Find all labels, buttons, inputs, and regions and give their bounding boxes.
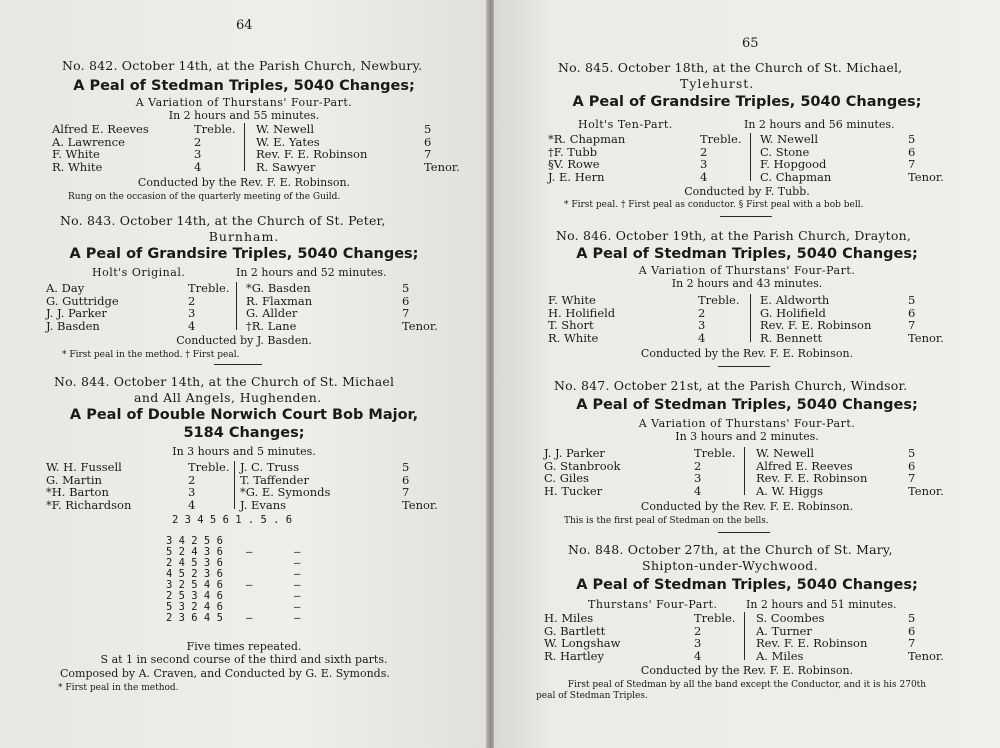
bell-number: 4: [194, 159, 202, 174]
page-number: 65: [742, 36, 759, 51]
ringer-name: R. White: [52, 159, 103, 174]
bell-number: 7: [908, 318, 916, 332]
ringer-name: W. Newell: [256, 122, 314, 136]
composition: Thurstans' Four-Part.: [588, 598, 718, 611]
column-divider: [244, 123, 245, 171]
course-end: 5 3 2 4 6: [166, 601, 223, 613]
footnote: First peal of Stedman by all the band except the Conductor, and it is his 270th: [567, 680, 927, 690]
right-page: [494, 0, 1000, 748]
duration: In 3 hours and 2 minutes.: [675, 430, 819, 443]
bell-number: 5: [424, 122, 432, 136]
bell-number: 3: [188, 306, 196, 320]
footnote: * First peal. † First peal as conductor. § First peal with a bob bell.: [564, 200, 864, 210]
ringer-name: G. Martin: [46, 472, 102, 487]
band-row: [544, 471, 958, 484]
band-row: [46, 319, 446, 332]
bell-number: Tenor.: [402, 318, 438, 333]
band-row: [52, 147, 452, 160]
ringer-name: W. H. Fussell: [46, 460, 122, 474]
call-mark: —: [246, 546, 253, 558]
ringer-name: †R. Lane: [246, 318, 297, 333]
duration: In 2 hours and 56 minutes.: [744, 118, 895, 131]
course-row: [166, 568, 366, 579]
composition: Holt's Ten-Part.: [578, 118, 673, 131]
bell-number: 5: [402, 281, 410, 295]
call-mark: —: [294, 579, 301, 591]
bell-number: 2: [698, 305, 706, 320]
ringer-name: Rev. F. E. Robinson: [256, 147, 368, 161]
call-mark: —: [294, 612, 301, 624]
peal-heading: No. 845. October 18th, at the Church of St. Michael,: [558, 60, 903, 75]
band-row: [544, 624, 958, 637]
band-table: [52, 122, 460, 174]
duration: In 2 hours and 55 minutes.: [168, 109, 320, 122]
band-row: [46, 294, 446, 307]
calls-header: 2 3 4 5 6 1 . 5 . 6: [172, 514, 293, 526]
band-row: [548, 132, 958, 145]
ringer-name: A. Day: [46, 281, 85, 295]
band-row: [548, 157, 958, 170]
ringer-name: R. Sawyer: [256, 159, 316, 174]
peal-heading-place: Shipton-under-Wychwood.: [642, 558, 819, 573]
ringer-name: T. Taffender: [240, 472, 309, 487]
call-mark: —: [294, 557, 301, 569]
ringer-name: Alfred E. Reeves: [756, 458, 853, 473]
peal-title: A Peal of Grandsire Triples, 5040 Changes;: [69, 246, 419, 262]
ringer-name: †F. Tubb: [548, 144, 598, 159]
ringer-name: G. Bartlett: [544, 623, 606, 638]
course-end: 3 4 2 5 6: [166, 535, 223, 547]
course-table: [166, 535, 366, 623]
conductor: Conducted by the Rev. F. E. Robinson.: [640, 664, 854, 677]
band-row: [548, 306, 958, 319]
duration: In 2 hours and 51 minutes.: [746, 598, 897, 611]
band-row: [52, 159, 460, 174]
ringer-name: H. Tucker: [544, 483, 603, 498]
ringer-name: C. Chapman: [760, 169, 832, 184]
bell-number: Treble.: [698, 293, 740, 307]
bell-number: 7: [908, 471, 916, 485]
bell-number: 7: [402, 306, 410, 320]
ringer-name: J. Evans: [240, 497, 287, 512]
column-divider: [750, 294, 751, 342]
ringer-name: Rev. F. E. Robinson: [756, 636, 868, 650]
repeat-note: Five times repeated.: [186, 640, 302, 653]
band-row: [52, 135, 452, 148]
conductor: Conducted by J. Basden.: [176, 334, 312, 347]
ringer-name: *H. Barton: [46, 485, 109, 499]
divider: [718, 532, 770, 533]
peal-title-line2: 5184 Changes;: [183, 425, 305, 441]
ringer-name: J. J. Parker: [544, 446, 605, 460]
course-end: 4 5 2 3 6: [166, 568, 223, 580]
bell-number: 4: [694, 648, 702, 663]
ringer-name: R. Bennett: [760, 330, 823, 345]
bell-number: 4: [700, 169, 708, 184]
course-end: 2 4 5 3 6: [166, 557, 223, 569]
duration: In 2 hours and 43 minutes.: [671, 277, 823, 290]
peal-heading: No. 846. October 19th, at the Parish Church, Drayton,: [556, 228, 911, 243]
footnote: * First peal in the method.: [58, 683, 179, 693]
ringer-name: R. Flaxman: [246, 293, 313, 308]
course-end: 5 2 4 3 6: [166, 546, 223, 558]
bell-number: 2: [700, 144, 708, 159]
ringer-name: Rev. F. E. Robinson: [760, 318, 872, 332]
band-table: [548, 132, 958, 182]
band-row: [52, 122, 452, 135]
composition: A Variation of Thurstans' Four-Part.: [638, 264, 856, 277]
bell-number: Tenor.: [908, 330, 944, 345]
ringer-name: W. E. Yates: [256, 134, 320, 149]
band-row: [46, 281, 446, 294]
band-row: [42, 460, 442, 473]
conductor: Conducted by the Rev. F. E. Robinson.: [137, 176, 351, 189]
band-row: [544, 611, 958, 624]
band-row: [46, 306, 446, 319]
course-row: [166, 579, 366, 590]
course-end: 2 5 3 4 6: [166, 590, 223, 602]
composition: Holt's Original.: [92, 266, 186, 279]
ringer-name: §V. Rowe: [548, 157, 600, 171]
bell-number: Tenor.: [908, 483, 944, 498]
band-table: [544, 611, 958, 661]
ringer-name: G. Holifield: [760, 305, 826, 320]
bell-number: 7: [908, 157, 916, 171]
band-table: [548, 293, 958, 343]
ringer-name: C. Stone: [760, 144, 810, 159]
ringer-name: G. Allder: [246, 306, 298, 320]
bell-number: 4: [694, 483, 702, 498]
bell-number: 5: [908, 446, 916, 460]
ringer-name: T. Short: [548, 318, 594, 332]
bell-number: 6: [908, 144, 916, 159]
bell-number: Treble.: [194, 122, 236, 136]
band-table: [544, 446, 958, 496]
ringer-name: A. Miles: [756, 648, 804, 663]
band-row: [548, 293, 958, 306]
ringer-name: E. Aldworth: [760, 293, 830, 307]
footnote: Rung on the occasion of the quarterly meeting of the Guild.: [68, 192, 341, 202]
course-row: [166, 535, 366, 546]
ringer-name: R. Hartley: [544, 648, 604, 663]
bell-number: Treble.: [188, 281, 230, 295]
footnote: * First peal in the method. † First peal.: [62, 350, 240, 360]
ringer-name: G. Stanbrook: [544, 458, 621, 473]
peal-heading: No. 842. October 14th, at the Parish Church, Newbury.: [62, 58, 423, 73]
left-page: [0, 0, 488, 748]
conductor: Conducted by F. Tubb.: [684, 185, 810, 198]
bell-number: Tenor.: [424, 159, 460, 174]
call-mark: —: [294, 568, 301, 580]
peal-heading: No. 847. October 21st, at the Parish Church, Windsor.: [554, 378, 908, 393]
ringer-name: *F. Richardson: [46, 497, 132, 512]
peal-heading: No. 844. October 14th, at the Church of St. Michael: [54, 374, 395, 389]
ringer-name: A. W. Higgs: [756, 483, 824, 498]
ringer-name: J. J. Parker: [46, 306, 107, 320]
ringer-name: J. E. Hern: [548, 169, 605, 184]
band-row: [42, 473, 442, 486]
peal-title: A Peal of Stedman Triples, 5040 Changes;: [576, 397, 918, 413]
band-table: [42, 460, 442, 510]
bell-number: 3: [694, 471, 702, 485]
ringer-name: G. Guttridge: [46, 293, 119, 308]
ringer-name: S. Coombes: [756, 611, 825, 625]
bell-number: Treble.: [188, 460, 230, 474]
bell-number: 6: [908, 623, 916, 638]
band-row: [42, 485, 442, 498]
ringer-name: H. Holifield: [548, 305, 616, 320]
conductor: Conducted by the Rev. F. E. Robinson.: [640, 347, 854, 360]
bell-number: 3: [194, 147, 202, 161]
call-mark: —: [294, 546, 301, 558]
course-row: [166, 612, 366, 623]
bell-number: 5: [908, 293, 916, 307]
ringer-name: F. White: [52, 147, 100, 161]
ringer-name: R. White: [548, 330, 599, 345]
bell-number: 4: [188, 497, 196, 512]
ringer-name: Rev. F. E. Robinson: [756, 471, 868, 485]
ringer-name: *G. Basden: [246, 281, 311, 295]
bell-number: Treble.: [700, 132, 742, 146]
bell-number: 4: [188, 318, 196, 333]
ringer-name: J. C. Truss: [240, 460, 300, 474]
divider: [214, 364, 262, 365]
band-table: [46, 281, 446, 331]
call-mark: —: [246, 612, 253, 624]
column-divider: [234, 461, 235, 509]
peal-title: A Peal of Stedman Triples, 5040 Changes;: [576, 246, 918, 262]
singles-note: S at 1 in second course of the third and sixth parts.: [100, 653, 388, 666]
bell-number: 3: [698, 318, 706, 332]
peal-title: A Peal of Grandsire Triples, 5040 Changes;: [572, 94, 922, 110]
peal-heading-place: and All Angels, Hughenden.: [134, 390, 322, 405]
ringer-name: W. Newell: [756, 446, 814, 460]
footnote: This is the first peal of Stedman on the bells.: [564, 516, 769, 526]
composition: A Variation of Thurstans' Four-Part.: [135, 96, 353, 109]
bell-number: 6: [908, 305, 916, 320]
bell-number: 3: [188, 485, 196, 499]
ringer-name: *G. E. Symonds: [240, 485, 331, 499]
column-divider: [236, 282, 237, 330]
band-row: [42, 498, 442, 511]
band-row: [544, 649, 958, 662]
ringer-name: Alfred E. Reeves: [52, 122, 149, 136]
composition: A Variation of Thurstans' Four-Part.: [638, 417, 856, 430]
bell-number: Tenor.: [402, 497, 438, 512]
peal-heading: No. 843. October 14th, at the Church of St. Peter,: [60, 213, 386, 228]
bell-number: 7: [908, 636, 916, 650]
bell-number: 5: [908, 132, 916, 146]
column-divider: [744, 447, 745, 495]
bell-number: 3: [694, 636, 702, 650]
ringer-name: J. Basden: [46, 318, 100, 333]
band-row: [548, 331, 958, 344]
bell-number: Treble.: [694, 446, 736, 460]
ringer-name: H. Miles: [544, 611, 594, 625]
band-row: [548, 318, 958, 331]
course-end: 2 3 6 4 5: [166, 612, 223, 624]
course-end: 3 2 5 4 6: [166, 579, 223, 591]
band-row: [544, 636, 958, 649]
column-divider: [750, 133, 751, 181]
bell-number: 2: [188, 472, 196, 487]
peal-heading-place: Tylehurst.: [680, 76, 755, 91]
course-row: [166, 557, 366, 568]
bell-number: 2: [194, 134, 202, 149]
ringer-name: A. Lawrence: [52, 134, 125, 149]
bell-number: 7: [402, 485, 410, 499]
call-mark: —: [246, 579, 253, 591]
bell-number: 6: [402, 472, 410, 487]
ringer-name: *R. Chapman: [548, 132, 626, 146]
band-row: [544, 484, 958, 497]
peal-heading-place: Burnham.: [208, 229, 280, 244]
course-row: [166, 601, 366, 612]
ringer-name: A. Turner: [756, 623, 812, 638]
course-row: [166, 590, 366, 601]
peal-title: A Peal of Stedman Triples, 5040 Changes;: [73, 78, 415, 94]
bell-number: Tenor.: [908, 169, 944, 184]
composer: Composed by A. Craven, and Conducted by G. E. Symonds.: [60, 667, 390, 680]
bell-number: 3: [700, 157, 708, 171]
peal-title: A Peal of Double Norwich Court Bob Major,: [69, 407, 419, 423]
ringer-name: F. Hopgood: [760, 157, 827, 171]
page-number: 64: [236, 18, 253, 33]
peal-heading: No. 848. October 27th, at the Church of St. Mary,: [568, 542, 893, 557]
call-mark: —: [294, 601, 301, 613]
bell-number: 6: [908, 458, 916, 473]
divider: [718, 366, 770, 367]
bell-number: 5: [402, 460, 410, 474]
bell-number: 7: [424, 147, 432, 161]
bell-number: 6: [424, 134, 432, 149]
footnote-line2: peal of Stedman Triples.: [536, 691, 648, 701]
bell-number: Tenor.: [908, 648, 944, 663]
band-row: [548, 170, 958, 183]
ringer-name: W. Newell: [760, 132, 818, 146]
call-mark: —: [294, 590, 301, 602]
bell-number: 2: [694, 458, 702, 473]
bell-number: 2: [694, 623, 702, 638]
ringer-name: F. White: [548, 293, 596, 307]
divider: [720, 216, 772, 217]
course-row: [166, 546, 366, 557]
ringer-name: W. Longshaw: [544, 636, 621, 650]
duration: In 3 hours and 5 minutes.: [172, 445, 316, 458]
column-divider: [744, 612, 745, 660]
ringer-name: C. Giles: [544, 471, 589, 485]
duration: In 2 hours and 52 minutes.: [236, 266, 387, 279]
band-row: [548, 145, 958, 158]
band-row: [544, 446, 958, 459]
conductor: Conducted by the Rev. F. E. Robinson.: [640, 500, 854, 513]
band-row: [544, 459, 958, 472]
bell-number: Treble.: [694, 611, 736, 625]
bell-number: 5: [908, 611, 916, 625]
peal-title: A Peal of Stedman Triples, 5040 Changes;: [576, 577, 918, 593]
bell-number: 4: [698, 330, 706, 345]
bell-number: 6: [402, 293, 410, 308]
bell-number: 2: [188, 293, 196, 308]
